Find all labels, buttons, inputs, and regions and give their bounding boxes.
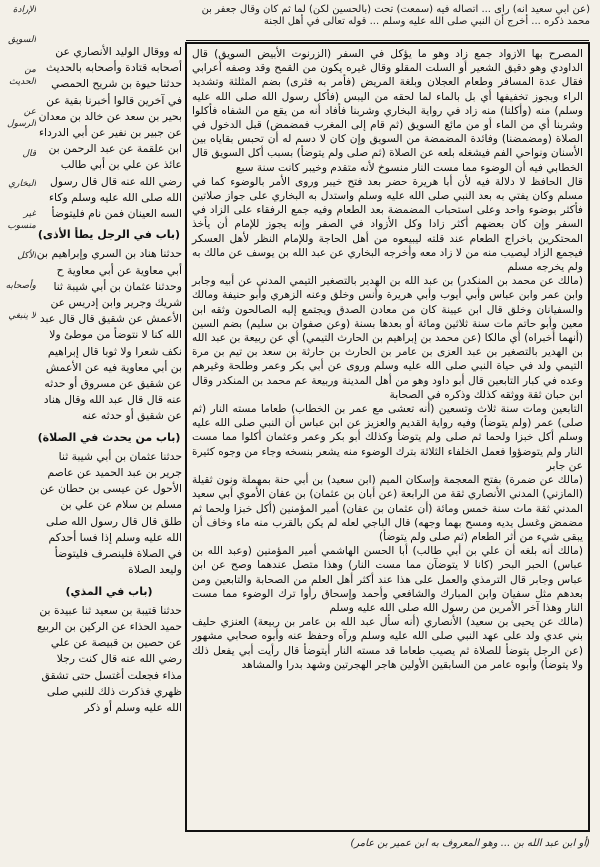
margin-note: غير منسوب: [7, 209, 36, 231]
chapter-heading: (باب في المذي): [65, 584, 153, 598]
margin-note: الإرادة: [12, 5, 36, 15]
main-commentary-frame: [185, 42, 590, 832]
side-paragraph: حدثنا هناد بن السري وإبراهيم بن أبي معاوية عن أبي معاوية ح وحدثنا عثمان بن أبي شيبة ثنا شريك وجرير وابن إدريس عن الأعمش عن شقيق قال قال عبد الله كنا لا نتوضأ من موطئ ولا نكف شعرا ولا ثوبا قال إبراهيم بن أبي معاوية فيه عن الأعمش عن شقيق عن مسروق أو حدثه عنه قال قال عبد الله وقال هناد عن شقيق أو حدثه عنه: [36, 247, 182, 423]
main-paragraph: (مالك أنه بلغه أن علي بن أبي طالب) أبا الحسن الهاشمي أمير المؤمنين (وعبد الله بن عباس) الحبر البحر (كانا لا يتوضآن مما مست النار) وهذا متصل عندهما وصح عن ابن عباس وجابر قال الترمذي والعمل على هذا عند أكثر أهل العلم من الصحابة والتابعين ومن بعدهم مثل سفيان وابن المبارك والشافعي وأحمد وإسحاق رأوا ترك الوضوء مما مست النار وهذا آخر الأمرين من رسول الله صلى الله عليه وسلم: [192, 545, 583, 614]
margin-note: البخاري: [8, 179, 36, 189]
main-paragraph: قال الحافظ لا دلالة فيه لأن أبا هريرة حضر بعد فتح خيبر وروى الأمر بالوضوء كما في مسلم وكان يفتي به بعد النبي صلى الله عليه وسلم واستدل به البخاري على جواز صلاتين فأكثر بوضوء واحد وعلى استحباب المضمضة بعد الطعام وفيه جمع الرفقاء على الزاد في السفر وإن كان بعضهم أكثر زادا وكل الأزواد في الصفر وإنه يجوز للإمام أن يأخذ المحتكرين باخراج الطعام عند قلته ليبيعوه من أهل الحاجة وللإمام النظر لأهل العسكر فيجمع الزاد ليصيب منه من لا زاد معه وأخرجه البخاري عن عبد الله بن يوسف عن مالك به ولم يخرجه مسلم: [192, 175, 583, 274]
main-paragraph: (مالك عن ضمرة) بفتح المعجمة وإسكان الميم (ابن سعيد) بن أبي حنة بمهملة ونون ثقيلة (المازني) المدني الأنصاري ثقة من الرابعة (عن أبان بن عثمان) بن عفان الأموي أبي سعيد المدني ثقة مات سنة خمس ومائة (أن عثمان بن عفان) أمير المؤمنين (أكل خبزا ولحما ثم مضمض وغسل يديه ومسح بهما وجهه) قال الباجي لعله لم يكن بالقرب منه ماء وخاف أن يبقى شيء من أثر الطعام (ثم صلى ولم يتوضأ): [192, 474, 583, 543]
main-commentary-text: [192, 47, 583, 672]
side-hadith-column: [36, 44, 182, 834]
margin-note: قال: [22, 149, 36, 159]
chapter-heading: (باب من يحدث في الصلاة): [37, 430, 181, 444]
side-paragraph: حدثنا عثمان بن أبي شيبة ثنا جرير بن عبد الحميد عن عاصم الأحول عن عيسى بن حطان عن مسلم بن سلام عن علي بن طلق قال قال رسول الله صلى الله عليه وسلم إذا فسا أحدكم في الصلاة فلينصرف فليتوضأ وليعد الصلاة: [39, 449, 182, 577]
side-paragraph: له ووقال الوليد الأنصاري عن أصحابه قتادة وأصحابه بالحديث: [46, 45, 182, 75]
side-paragraph: حدثنا قتيبة بن سعيد ثنا عبيدة بن حميد الحذاء عن الركين بن الربيع عن حصين بن قبيصة عن علي رضي الله عنه قال كنت رجلا مذاء فجعلت أغتسل حتى تشقق ظهري فذكرت ذلك للنبي صلى الله عليه وسلم أو ذكر: [36, 603, 182, 714]
frame-top-rule: [186, 40, 589, 41]
top-margin-note: (عن أبي سعيد أنه) رأى ... اتصاله فيه (سمعت) تحت (بالحسين لكن) لما ثم كان وقال جعفر بن محمد ذكره ... أخرج أن النبي صلى الله عليه وسلم ... قوله تعالى في أهل الجنة: [201, 4, 590, 27]
margin-note: السويق: [8, 35, 36, 45]
main-paragraph: (مالك عن محمد بن المنكدر) بن عبد الله بن الهدير بالتصغير التيمي المدني عن أبيه وجابر وابن عمر وابن عباس وأبي أيوب وأبي هريرة وأنس وخلق وعنه الزهري وأبو حنيفة ومالك والسفيانان وخلق قال ابن عيينة كان من معادن الصدق ويجتمع إليه الصالحون وثقه ابن معين وأبو حاتم مات سنة ثلاثين ومائة أو بعدها بسنة (وعن صفوان بن سليم) بضم السين (أنهما أخبراه) أي مالكا (عن محمد بن إبراهيم بن الحارث التيمي) أي عن ربيعة بن عبد الله بن الهدير بالتصغير بن عبد العزى بن عامر بن الحارث بن حارثة بن سعد بن تيم بن مرة التيمي ولد في حياة النبي صلى الله عليه وسلم وروى عن أبي بكر وعمر وطلحة وغيرهم وعده في كبار التابعين قال أبو داود وهو من أهل المدينة وربيعة عم محمد بن المنكدر وقال ابن حبان ثقة ووثقه كذلك وذكره في الصحابة: [192, 275, 583, 401]
margin-note: من الحديث: [8, 65, 36, 87]
main-paragraph: المصرح بها الازواد جمع زاد وهو ما يؤكل في السفر (الزرنوت الأبيض السويق) قال الداودي وهو دقيق الشعير أو السلت المقلو وقال غيره يكون من القمح وقد وصفه أعرابي فقال عدة المسافر وطعام العجلان وبلغة المريض (فأمر به فثرى) بضم المثلثة وتشديد الراء وبجوز تخفيفها أي بل بالماء لما لحقه من اليبس (فأكل رسول الله صلى الله عليه وسلم) منه (وأكلنا) منه زاد في رواية البخاري وشربنا فأفاد أنه من يقع من الشفاه فأكلوا وشربنا أي من الماء أو من مائع السويق (ثم قام إلى المغرب فمضمض) قبل الدخول في الصلاة (ومضمضنا) وفائدة المضمضة من السويق وإن كان لا دسم له أن تحبس بقاياه بين الأسنان ونواحي الفم فيشغله بلعه عن الصلاة (ثم صلى ولم يتوضأ) بسبب أكل السويق قال الخطابي فيه أن الوضوء مما مست النار منسوخ لأنه متقدم وخيبر كانت سنة سبع: [192, 48, 583, 174]
margin-note: عن الرسول: [7, 107, 36, 129]
bottom-margin-note: (أو ابن عبد الله بن ... وهو المعروف به ابن عمير بن عامر): [350, 838, 590, 849]
margin-note: لا ينبغي: [8, 311, 36, 321]
chapter-heading: (باب في الرجل يطأ الأذى): [37, 228, 181, 242]
main-paragraph: (مالك عن يحيى بن سعيد) الأنصاري (أنه سأل عبد الله بن عامر بن ربيعة) العنزي حليف بني عدي ولد على عهد النبي صلى الله عليه وسلم ورآه وحفظ عنه وأبوه صحابي مشهور (عن الرجل يتوضأ للصلاة ثم يصيب طعاما قد مسته النار أيتوضأ قال رأيت أبي يفعل ذلك ولا يتوضأ) وأبوه عامر من السابقين الأولين هاجر الهجرتين وشهد بدرا والمشاهد: [192, 616, 583, 671]
margin-note: وأصحابه: [5, 281, 36, 291]
left-margin-notes: [2, 4, 36, 854]
side-paragraph: ابن علقمة عن عبد الرحمن بن عائذ عن علي بن أبي طالب رضي الله عنه قال قال رسول الله صلى الله عليه وسلم وكاء السه العينان فمن نام فليتوضأ: [48, 142, 182, 221]
main-paragraph: التابعين ومات سنة ثلاث وتسعين (أنه تعشى مع عمر بن الخطاب) طعاما مسته النار (ثم صلى) عمر (ولم يتوضأ) وفيه رواية القديم والعزيز عن ابن عباس أن النبي صلى الله عليه وسلم أكل خبزا ولحما ثم صلى ولم يتوضأ وكذلك أبو بكر وعمر وعثمان أكلوا مما مست النار ولم يتوضؤوا فعمل الخلفاء الثلاثة بترك الوضوء منه يشعر بنسخه وجاء من وجوه كثيرة عن جابر: [192, 403, 583, 472]
margin-note: الأكل: [17, 251, 36, 261]
side-paragraph: حدثنا حيوة بن شريح الحمصي في آخرين قالوا أخبرنا بقية عن بحير بن سعد عن خالد بن معدان عن جبير بن نفير عن أبي الدرداء: [38, 77, 182, 140]
